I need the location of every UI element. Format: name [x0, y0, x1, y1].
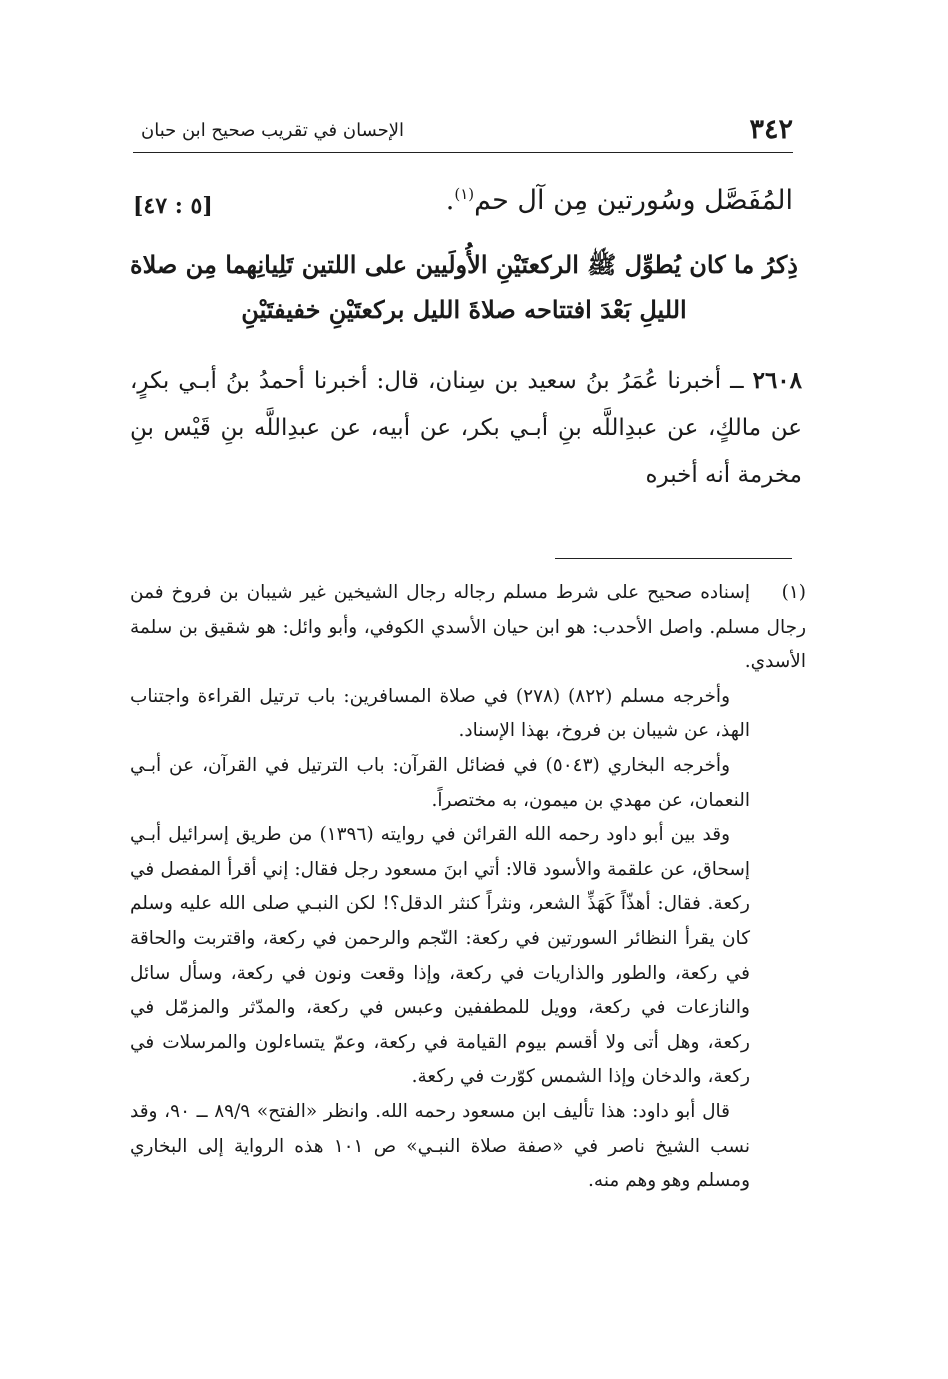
footnote-text: إسناده صحيح على شرط مسلم رجاله رجال الشيخين غير شيبان بن فروخ فمن رجال مسلم. واصل الأحدب: هو ابن حيان الأسدي الكوفي، وأبو وائل: هو شقيق بن سلمة الأسدي. [130, 582, 806, 673]
footnote-paragraph: وأخرجه مسلم (٨٢٢) (٢٧٨) في صلاة المسافرين: باب ترتيل القراءة واجتناب الهذ، عن شيبان بن فروخ، بهذا الإسناد. [130, 685, 750, 742]
footnote-paragraph: قال أبو داود: هذا تأليف ابن مسعود رحمه الله. وانظر «الفتح» ٨٩/٩ ــ ٩٠، وقد نسب الشيخ ناصر في «صفة صلاة النبـي» ص ١٠١ هذه الرواية إلى البخاري ومسلم وهو وهم منه. [130, 1100, 750, 1192]
running-head [133, 112, 793, 153]
page-number: ٣٤٢ [749, 114, 793, 145]
running-title: الإحسان في تقريب صحيح ابن حبان [141, 120, 405, 141]
footnote-mark: (١) [454, 185, 475, 203]
hadith-number: ٢٦٠٨ [752, 367, 803, 394]
hadith-paragraph [130, 357, 802, 499]
source-reference: [٥ : ٤٧] [133, 193, 213, 219]
footnote-paragraph: وأخرجه البخاري (٥٠٤٣) في فضائل القرآن: باب الترتيل في القرآن، عن أبـي النعمان، عن مهدي بن ميمون، به مختصراً. [130, 754, 750, 811]
footnote-paragraph: وقد بين أبو داود رحمه الله القرائن في روايته (١٣٩٦) من طريق إسرائيل أبـي إسحاق، عن علقمة والأسود قالا: أتي ابنَ مسعود رجل فقال: إني أقرأ المفصل في ركعة. فقال: أهذّاً كَهَذِّ الشعر، ونثراً كنثر الدقل؟! لكن النبـي صلى الله عليه وسلم كان يقرأ النظائر السورتين في ركعة: النّجم والرحمن في ركعة، واقتربت والحاقة في ركعة، والطور والذاريات في ركعة، وإذا وقعت ونون في ركعة، وسأل سائل والنازعات في ركعة، وويل للمطففين وعبس في ركعة، والمدّثر والمزمّل في ركعة، وهل أتى ولا أقسم بيوم القيامة في ركعة، وعمّ يتساءلون والمرسلات في ركعة، والدخان وإذا الشمس كوّرت في ركعة. [130, 824, 750, 1088]
chapter-heading: ذِكرُ ما كان يُطوِّل ﷺ الركعتَيْنِ الأُولَيين على اللتين تَلِيانِهما مِن صلاة الليلِ بَعْدَ افتتاحه صلاةَ الليل بركعتَيْنِ خفيفتَيْنِ [130, 250, 798, 324]
hadith-text: ــ أخبرنا عُمَرُ بنُ سعيد بن سِنان، قال: أخبرنا أحمدُ بنُ أبـي بكرٍ، عن مالكٍ، عن عبدِاللَّه بنِ أبـي بكر، عن أبيه، عن عبدِاللَّه بنِ قَيْس بنِ مخرمة أنه أخبره [130, 368, 802, 488]
footnote-label: (١) [781, 582, 806, 603]
continuation-line [446, 185, 793, 216]
footnotes [130, 576, 806, 1199]
continuation-text: المُفَصَّل وسُورتين مِن آل حم [474, 185, 793, 216]
footnote-paragraph [130, 576, 806, 680]
footnote-divider [555, 558, 792, 559]
continuation-end: . [445, 185, 455, 216]
